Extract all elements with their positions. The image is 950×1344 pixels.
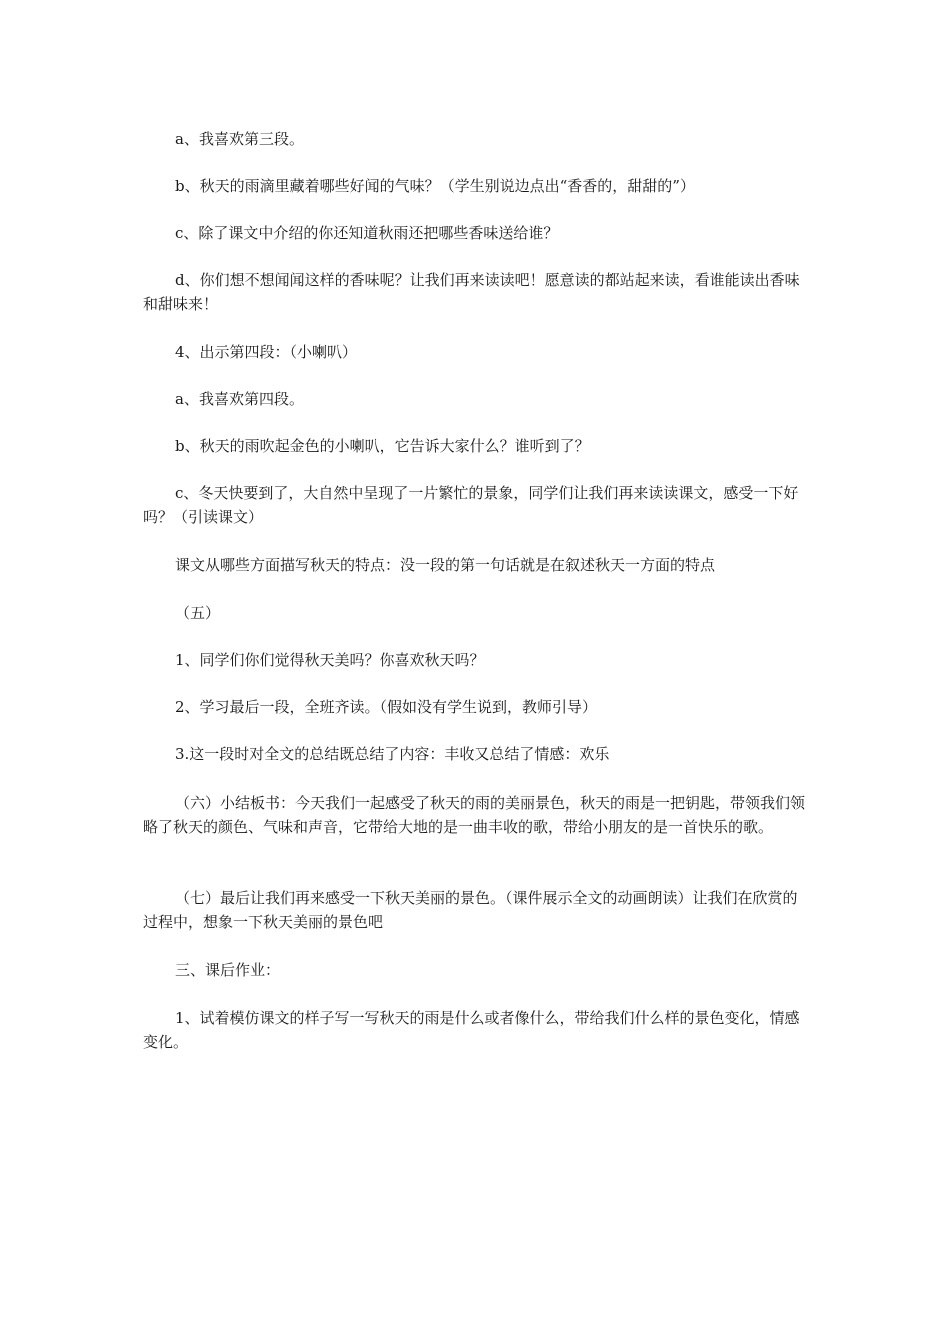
paragraph-9: 课文从哪些方面描写秋天的特点：没一段的第一句话就是在叙述秋天一方面的特点 — [175, 556, 716, 574]
section-5-heading: （五） — [175, 604, 221, 622]
paragraph-2: b、秋天的雨滴里藏着哪些好闻的气味？（学生别说边点出“香香的，甜甜的”） — [175, 177, 695, 195]
paragraph-7: b、秋天的雨吹起金色的小喇叭，它告诉大家什么？谁听到了？ — [175, 437, 590, 455]
paragraph-13: 3.这一段时对全文的总结既总结了内容：丰收又总结了情感：欢乐 — [175, 745, 610, 763]
paragraph-8: c、冬天快要到了，大自然中呈现了一片繁忙的景象，同学们让我们再来读读课文，感受一下好吗？（引读课文） — [143, 484, 799, 526]
paragraph-4: d、你们想不想闻闻这样的香味呢？让我们再来读读吧！愿意读的都站起来读，看谁能读出香味和甜味来！ — [143, 271, 800, 313]
paragraph-15: （七）最后让我们再来感受一下秋天美丽的景色。（课件展示全文的动画朗读）让我们在欣赏的过程中，想象一下秋天美丽的景色吧 — [143, 889, 798, 931]
paragraph-12: 2、学习最后一段，全班齐读。（假如没有学生说到，教师引导） — [175, 698, 598, 716]
section-4-heading: 4、出示第四段：（小喇叭） — [175, 343, 358, 361]
paragraph-3: c、除了课文中介绍的你还知道秋雨还把哪些香味送给谁？ — [175, 224, 559, 242]
paragraph-11: 1、同学们你们觉得秋天美吗？你喜欢秋天吗？ — [175, 651, 485, 669]
paragraph-1: a、我喜欢第三段。 — [175, 130, 304, 148]
paragraph-6: a、我喜欢第四段。 — [175, 390, 304, 408]
homework-heading: 三、课后作业： — [175, 961, 281, 979]
homework-item-1: 1、试着模仿课文的样子写一写秋天的雨是什么或者像什么，带给我们什么样的景色变化，情感变化。 — [143, 1009, 800, 1051]
paragraph-14: （六）小结板书：今天我们一起感受了秋天的雨的美丽景色，秋天的雨是一把钥匙，带领我们领略了秋天的颜色、气味和声音，它带给大地的是一曲丰收的歌，带给小朋友的是一首快乐的歌。 — [143, 794, 806, 836]
